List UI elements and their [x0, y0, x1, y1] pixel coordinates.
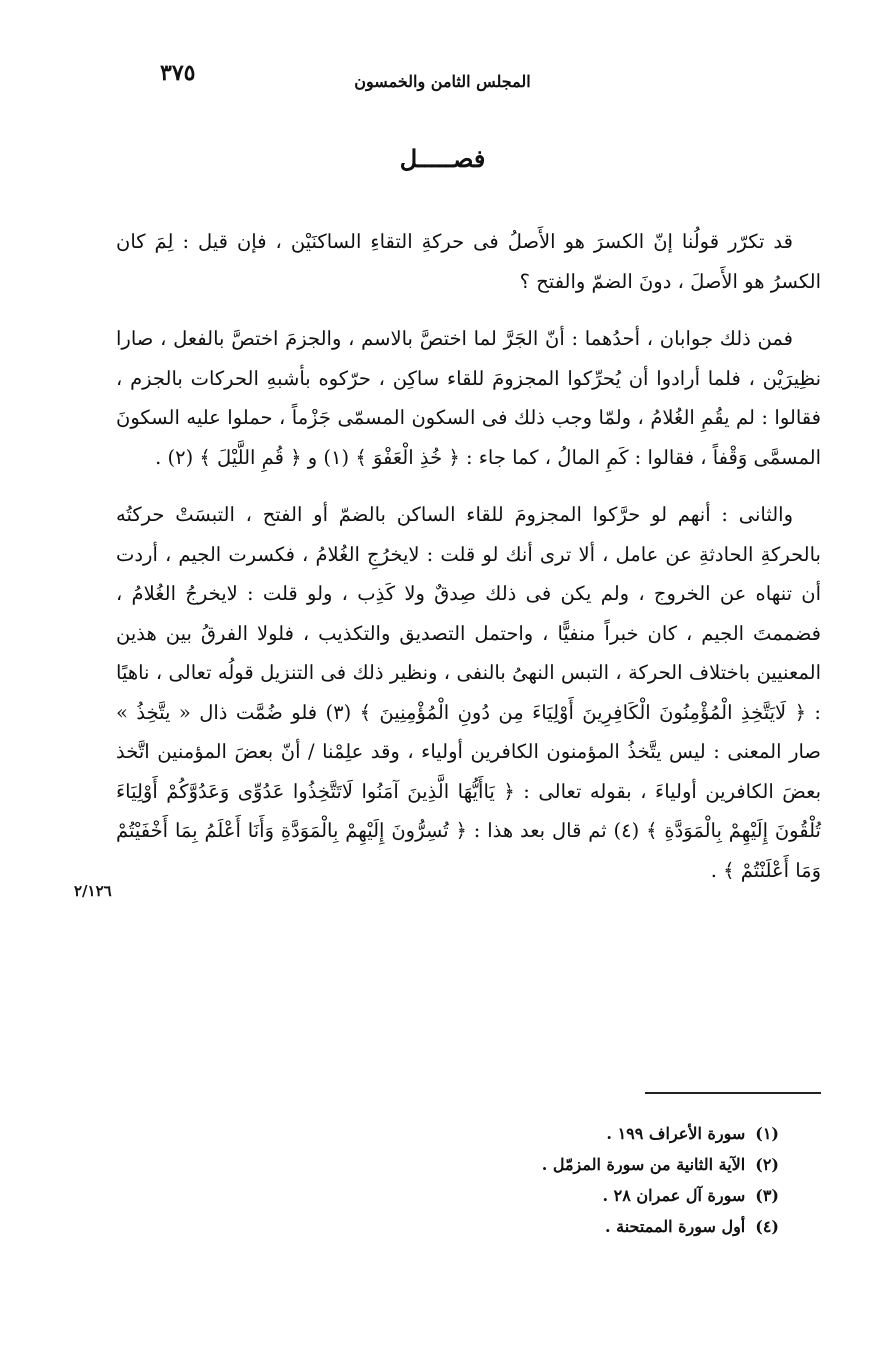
- paragraph: والثانى : أنهم لو حرَّكوا المجزومَ للقاء الساكن بالضمّ أو الفتح ، التبسَتْ حركتُه بالحركةِ الحادثةِ عن عامل ، ألا ترى أنك لو قلت : لايخرُجِ الغُلامُ ، فكسرت الجيم ، أردت أن تنهاه عن الخروج ، ولم يكن فى ذلك صِدقٌ ولا كَذِب ، ولو قلت : لايخرجُ الغُلامُ ، فضممتَ الجيم ، كان خبراً منفيًّا ، واحتمل التصديق والتكذيب ، فلولا الفرقُ بين هذين المعنيين باختلاف الحركة ، التبس النهىُ بالنفى ، ونظير ذلك فى التنزيل قولُه تعالى ، ناهيًا : ﴿ لَايَتَّخِذِ الْمُؤْمِنُونَ الْكَافِرِينَ أَوْلِيَاءَ مِن دُونِ الْمُؤْمِنِينَ ﴾ (٣) فلو ضُمَّت ذال « يتَّخِذُ » صار المعنى : ليس يتَّخذُ المؤمنون الكافرين أولياء ، وقد علِمْنا / أنّ بعضَ المؤمنين اتَّخذ بعضَ الكافرين أولياءَ ، بقوله تعالى : ﴿ يَاأَيُّهَا الَّذِينَ آمَنُوا لَاتَتَّخِذُوا عَدُوِّى وَعَدُوَّكُمْ أَوْلِيَاءَ تُلْقُونَ إِلَيْهِمْ بِالْمَوَدَّةِ ﴾ (٤) ثم قال بعد هذا : ﴿ تُسِرُّونَ إِلَيْهِمْ بِالْمَوَدَّةِ وَأَنَا أَعْلَمُ بِمَا أَخْفَيْتُمْ وَمَا أَعْلَنْتُمْ ﴾ .: [116, 503, 821, 882]
- footnote-item: [379, 1211, 779, 1242]
- footnote-item: [379, 1149, 779, 1180]
- body-text: [116, 222, 821, 890]
- footnote-marker: (٤): [755, 1217, 779, 1236]
- section-heading: فصـــــل: [399, 144, 486, 173]
- paragraph: قد تكرّر قولُنا إنّ الكسرَ هو الأَصلُ فى حركةِ التقاءِ الساكنَيْن ، فإن قيل : لِمَ كان الكسرُ هو الأَصلَ ، دونَ الضمّ والفتح ؟: [116, 230, 821, 293]
- running-title: المجلس الثامن والخمسون: [354, 72, 531, 91]
- footnote-divider: [645, 1092, 821, 1094]
- footnote-marker: (٣): [755, 1186, 779, 1205]
- page-number: ٣٧٥: [160, 60, 196, 86]
- footnotes-list: [379, 1118, 779, 1242]
- footnote-marker: (٢): [755, 1155, 779, 1174]
- footnote-marker: (١): [755, 1124, 779, 1143]
- footnote-text: سورة آل عمران ٢٨ .: [602, 1186, 746, 1205]
- footnote-text: سورة الأعراف ١٩٩ .: [606, 1124, 746, 1143]
- footnote-item: [379, 1180, 779, 1211]
- footnote-text: الآية الثانية من سورة المزمّل .: [541, 1155, 746, 1174]
- footnote-item: [379, 1118, 779, 1149]
- paragraph: فمن ذلك جوابان ، أحدُهما : أنّ الجَرَّ لما اختصَّ بالاسم ، والجزمَ اختصَّ بالفعل ، صارا نظِيرَيْن ، فلما أرادوا أن يُحرِّكوا المجزومَ للقاء ساكِن ، حرّكوه بأشبهِ الحركات بالجزم ، فقالوا : لم يقُمِ الغُلامُ ، ولمّا وجب ذلك فى السكون المسمّى جَزْماً ، حملوا عليه السكونَ المسمَّى وَقْفاً ، فقالوا : كَمِ المالُ ، كما جاء : ﴿ خُذِ الْعَفْوَ ﴾ (١) و ﴿ قُمِ اللَّيْلَ ﴾ (٢) .: [116, 327, 821, 469]
- margin-reference-note: ٢/١٢٦: [74, 882, 112, 900]
- footnote-text: أول سورة الممتحنة .: [605, 1217, 746, 1236]
